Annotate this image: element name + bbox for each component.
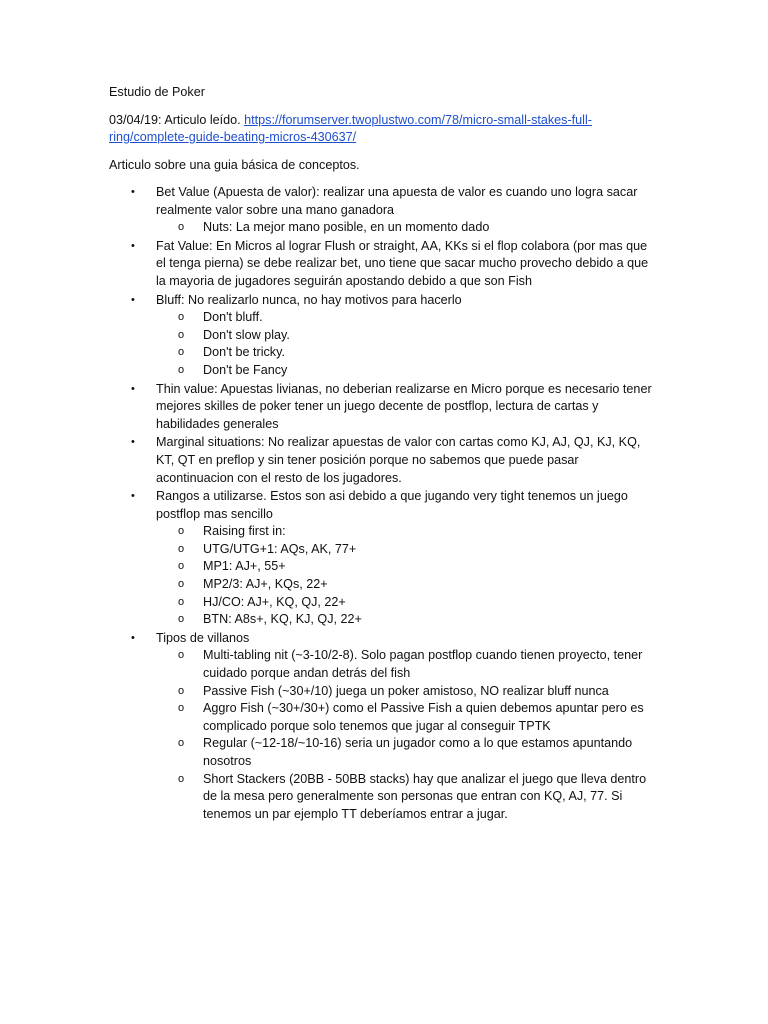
list-item xyxy=(109,434,658,487)
list-item xyxy=(109,381,658,434)
sub-list-item xyxy=(156,541,658,559)
sub-list-item xyxy=(156,362,658,380)
list-item-text: Bluff: No realizarlo nunca, no hay motivos para hacerlo xyxy=(156,292,462,307)
sub-list-item-text: BTN: A8s+, KQ, KJ, QJ, 22+ xyxy=(203,612,362,627)
sub-bullet-icon: o xyxy=(178,649,185,662)
document-title: Estudio de Poker xyxy=(109,85,205,99)
list-item xyxy=(109,292,658,380)
sub-bullet-icon: o xyxy=(178,702,185,715)
list-item xyxy=(109,238,658,291)
sub-list-item-text: Multi-tabling nit (~3-10/2-8). Solo pagan postflop cuando tienen proyecto, tener cuidado porque andan detrás del fish xyxy=(203,648,643,681)
bullet-icon: • xyxy=(131,631,135,644)
sub-bullet-icon: o xyxy=(178,684,185,697)
sub-list-item xyxy=(156,523,658,541)
sub-list-item-text: Passive Fish (~30+/10) juega un poker amistoso, NO realizar bluff nunca xyxy=(203,683,609,698)
sub-bullet-icon: o xyxy=(178,737,185,750)
concept-list xyxy=(109,184,658,823)
sub-list-item-text: Don't bluff. xyxy=(203,310,263,325)
sub-list-item-text: Don't be Fancy xyxy=(203,362,288,377)
list-item-text: Thin value: Apuestas livianas, no deberian realizarse en Micro porque es necesario tener mejores skilles de poker tener un juego decente de postflop, lectura de cartas y habilidades generales xyxy=(156,381,652,431)
sub-list-item-text: MP2/3: AJ+, KQs, 22+ xyxy=(203,577,328,592)
sub-bullet-icon: o xyxy=(178,578,185,591)
sub-bullet-icon: o xyxy=(178,525,185,538)
sub-list-item-text: Aggro Fish (~30+/30+) como el Passive Fish a quien debemos apuntar pero es complicado porque solo tenemos que jugar al conseguir TPTK xyxy=(203,701,644,733)
sub-list-item-text: Nuts: La mejor mano posible, en un momento dado xyxy=(203,220,490,235)
list-item-text: Marginal situations: No realizar apuestas de valor con cartas como KJ, AJ, QJ, KJ, KQ, KT, QT en preflop y sin tener posición porque no sabemos que puede pasar acontinuacion con el resto de los jugadores. xyxy=(156,435,641,485)
sub-list-item-text: Regular (~12-18/~10-16) seria un jugador como a lo que estamos apuntando nosotros xyxy=(203,736,633,768)
sub-bullet-icon: o xyxy=(178,560,185,573)
sub-bullet-icon: o xyxy=(178,772,185,785)
list-item-text: Rangos a utilizarse. Estos son asi debido a que jugando very tight tenemos un juego postflop mas sencillo xyxy=(156,489,628,521)
list-item-text: Fat Value: En Micros al lograr Flush or straight, AA, KKs si el flop colabora (por mas que el tenga pierna) se debe realizar bet, uno tiene que sacar mucho provecho debido a que la mayoria de jugadores seguirán apostando debido a que son Fish xyxy=(156,238,649,288)
bullet-icon: • xyxy=(131,186,135,198)
sub-list-item-text: UTG/UTG+1: AQs, AK, 77+ xyxy=(203,541,357,556)
sub-bullet-icon: o xyxy=(178,346,185,359)
sub-bullet-icon: o xyxy=(178,328,185,341)
sub-list-item xyxy=(156,594,658,612)
list-item xyxy=(109,184,658,237)
sub-list-item xyxy=(156,558,658,576)
date-prefix: 03/04/19: Articulo leído. xyxy=(109,112,241,127)
sub-list-item xyxy=(156,309,658,327)
sub-list-item-text: Don't slow play. xyxy=(203,327,290,342)
sub-bullet-icon: o xyxy=(178,595,185,608)
sub-list xyxy=(156,647,658,823)
article-link[interactable]: https://forumserver.twoplustwo.com/78/micro-small-stakes-full-ring/complete-guide-beating-micros-430637/ xyxy=(109,112,592,144)
sub-bullet-icon: o xyxy=(178,542,185,555)
sub-list-item xyxy=(156,771,658,824)
list-item xyxy=(109,630,658,824)
sub-list-item xyxy=(156,700,658,735)
sub-list-item xyxy=(156,647,658,682)
sub-list-item xyxy=(156,219,658,237)
bullet-icon: • xyxy=(131,239,135,252)
sub-list-item xyxy=(156,344,658,362)
bullet-icon: • xyxy=(131,436,135,449)
sub-list-item-text: Don't be tricky. xyxy=(203,345,285,360)
bullet-icon: • xyxy=(131,490,135,503)
list-item-text: Bet Value (Apuesta de valor): realizar una apuesta de valor es cuando uno logra sacar realmente valor sobre una mano ganadora xyxy=(156,185,638,217)
article-read-line xyxy=(109,112,658,147)
sub-list-item xyxy=(156,611,658,629)
list-item xyxy=(109,488,658,629)
sub-list-item-text: Short Stackers (20BB - 50BB stacks) hay que analizar el juego que lleva dentro de la mesa pero generalmente son personas que entran con KQ, AJ, 77. Si tenemos un par ejemplo TT deberíamos entrar a jugar. xyxy=(203,771,647,821)
sub-bullet-icon: o xyxy=(178,221,185,234)
sub-list-item xyxy=(156,576,658,594)
sub-list-item-text: MP1: AJ+, 55+ xyxy=(203,559,286,574)
sub-list xyxy=(156,309,658,379)
sub-list xyxy=(156,523,658,629)
sub-list-item-text: Raising first in: xyxy=(203,524,286,539)
intro-text: Articulo sobre una guia básica de conceptos. xyxy=(109,157,360,172)
sub-bullet-icon: o xyxy=(178,311,185,324)
bullet-icon: • xyxy=(131,293,135,306)
sub-list-item xyxy=(156,683,658,701)
sub-list-item-text: HJ/CO: AJ+, KQ, QJ, 22+ xyxy=(203,594,346,609)
sub-list xyxy=(156,219,658,237)
sub-bullet-icon: o xyxy=(178,613,185,626)
list-item-text: Tipos de villanos xyxy=(156,630,250,645)
sub-list-item xyxy=(156,735,658,770)
sub-bullet-icon: o xyxy=(178,363,185,376)
bullet-icon: • xyxy=(131,382,135,395)
sub-list-item xyxy=(156,327,658,345)
